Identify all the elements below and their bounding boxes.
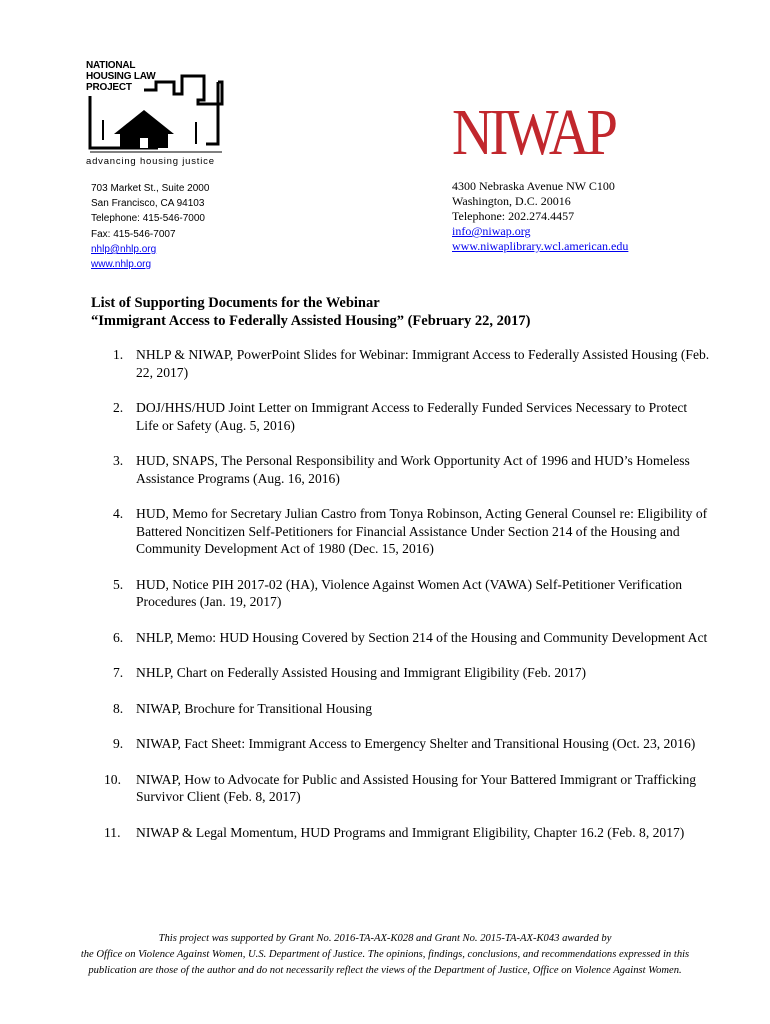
niwap-city: Washington, D.C. 20016 <box>452 194 571 208</box>
list-item-text: NIWAP, Fact Sheet: Immigrant Access to Emergency Shelter and Transitional Housing (Oct. 23, 2016) <box>136 736 696 751</box>
nhlp-street: 703 Market St., Suite 2000 <box>91 183 210 194</box>
nhlp-name-line1: NATIONAL <box>86 60 136 71</box>
nhlp-name-line3: PROJECT <box>86 82 132 93</box>
list-item-number: 9. <box>113 736 124 751</box>
list-item <box>113 505 713 558</box>
list-item <box>113 576 713 611</box>
nhlp-name <box>86 60 155 93</box>
list-item-text: HUD, Memo for Secretary Julian Castro from Tonya Robinson, Acting General Counsel re: Eligibility of Battered Noncitizen Self-Petitioners for Financial Assistance Under Section 214 of the Housing and Community Development Act of 1980 (Dec. 15, 2016) <box>136 506 708 556</box>
list-item-number: 8. <box>113 700 124 716</box>
document-heading <box>91 294 530 330</box>
nhlp-fax: Fax: 415-546-7007 <box>91 228 176 240</box>
list-item-text: NHLP, Chart on Federally Assisted Housing and Immigrant Eligibility (Feb. 2017) <box>136 665 587 680</box>
nhlp-logo <box>86 60 226 170</box>
list-item <box>113 399 713 434</box>
list-item-text: NHLP & NIWAP, PowerPoint Slides for Webinar: Immigrant Access to Federally Assisted Housing (Feb. 22, 2017) <box>136 347 710 380</box>
footer-line3: publication are those of the author and do not necessarily reflect the views of the Department of Justice, Office on Violence Against Women. <box>88 965 682 976</box>
list-item <box>113 735 713 753</box>
nhlp-website-link[interactable]: www.nhlp.org <box>91 259 152 271</box>
heading-line1: List of Supporting Documents for the Webinar <box>91 295 380 311</box>
nhlp-city: San Francisco, CA 94103 <box>91 198 205 210</box>
nhlp-telephone: Telephone: 415-546-7000 <box>91 213 205 225</box>
list-item-number: 7. <box>113 665 124 680</box>
niwap-website-link[interactable]: www.niwaplibrary.wcl.american.edu <box>452 239 629 253</box>
list-item-text: NIWAP, Brochure for Transitional Housing <box>136 700 372 716</box>
supporting-documents-list <box>104 346 713 859</box>
nhlp-address-block <box>91 181 209 272</box>
niwap-telephone: Telephone: 202.274.4457 <box>452 209 575 223</box>
list-item <box>113 700 713 718</box>
list-item-number: 5. <box>113 576 124 592</box>
list-item <box>104 824 713 842</box>
list-item-number: 11. <box>104 824 121 840</box>
footer-line1: This project was supported by Grant No. 2016-TA-AX-K028 and Grant No. 2015-TA-AX-K043 awarded by <box>158 933 612 944</box>
list-item <box>113 664 713 682</box>
list-item-text: HUD, SNAPS, The Personal Responsibility and Work Opportunity Act of 1996 and HUD’s Homeless Assistance Programs (Aug. 16, 2016) <box>136 453 690 486</box>
list-item-number: 4. <box>113 506 124 521</box>
list-item-number: 6. <box>113 629 124 645</box>
footer-line2: the Office on Violence Against Women, U.S. Department of Justice. The opinions, findings, conclusions, and recommendations expressed in this <box>80 949 690 960</box>
grant-footer <box>20 931 750 979</box>
list-item <box>113 452 713 487</box>
niwap-street: 4300 Nebraska Avenue NW C100 <box>452 179 615 193</box>
list-item-text: NIWAP, How to Advocate for Public and Assisted Housing for Your Battered Immigrant or Trafficking Survivor Client (Feb. 8, 2017) <box>136 771 697 804</box>
list-item <box>113 346 713 381</box>
list-item <box>104 771 713 806</box>
niwap-address-block <box>452 179 628 254</box>
nhlp-email-link[interactable]: nhlp@nhlp.org <box>91 243 157 255</box>
list-item <box>113 629 713 647</box>
list-item-text: NHLP, Memo: HUD Housing Covered by Section 214 of the Housing and Community Development Act <box>136 629 708 645</box>
heading-line2: “Immigrant Access to Federally Assisted Housing” (February 22, 2017) <box>91 313 531 329</box>
nhlp-tagline: advancing housing justice <box>86 156 215 167</box>
list-item-text: DOJ/HHS/HUD Joint Letter on Immigrant Access to Federally Funded Services Necessary to Protect Life or Safety (Aug. 5, 2016) <box>136 400 688 433</box>
list-item-number: 2. <box>113 400 124 415</box>
list-item-number: 10. <box>104 771 121 787</box>
niwap-logo: NIWAP <box>452 96 615 169</box>
nhlp-name-line2: HOUSING LAW <box>86 71 156 82</box>
list-item-text: HUD, Notice PIH 2017-02 (HA), Violence Against Women Act (VAWA) Self-Petitioner Verification Procedures (Jan. 19, 2017) <box>136 576 683 609</box>
list-item-number: 3. <box>113 453 124 468</box>
list-item-number: 1. <box>113 347 124 362</box>
list-item-text: NIWAP & Legal Momentum, HUD Programs and Immigrant Eligibility, Chapter 16.2 (Feb. 8, 2017) <box>136 824 685 840</box>
niwap-email-link[interactable]: info@niwap.org <box>452 224 531 238</box>
